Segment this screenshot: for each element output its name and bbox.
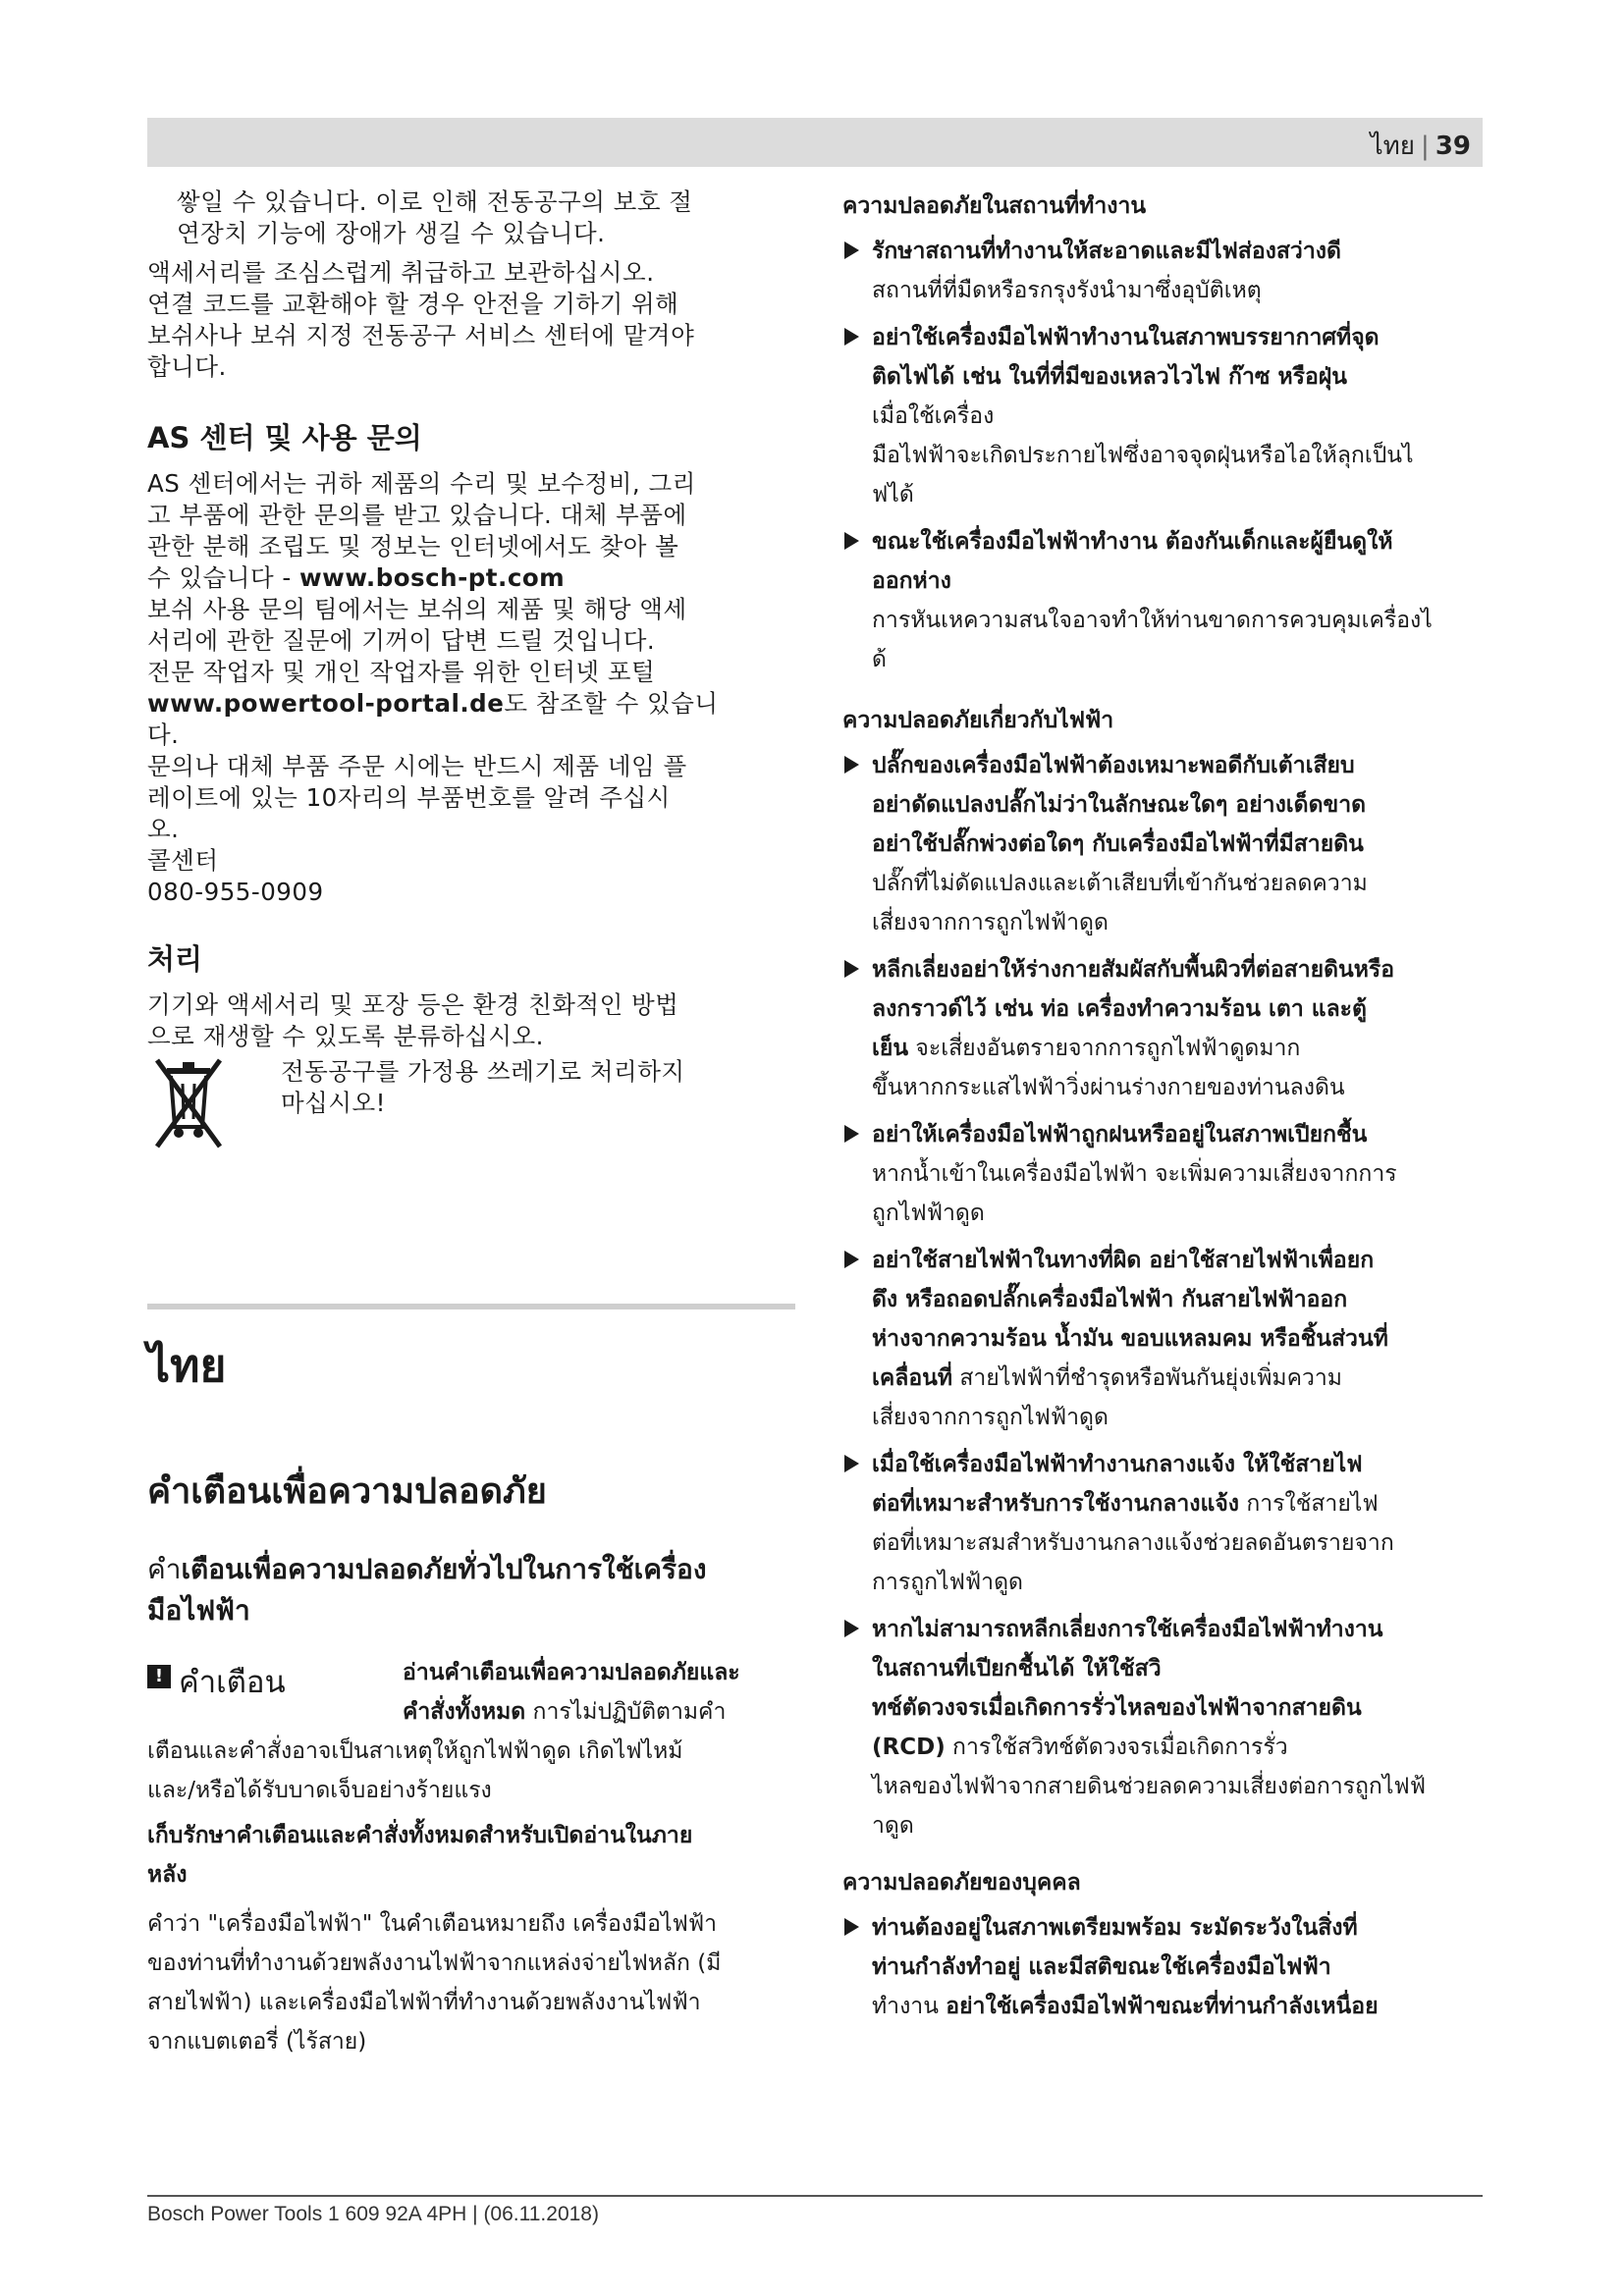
text-span: เก็บรักษา xyxy=(147,1823,237,1848)
thai-text-line: ท่านกำลังทำอยู่ และมีสติขณะใช้เครื่องมือไฟฟ้า xyxy=(872,1954,1331,1980)
thai-text-line: สายไฟฟ้า) และเครื่องมือไฟฟ้าที่ทำงานด้วยพลังงานไฟฟ้า xyxy=(147,1990,701,2015)
header-language: ไทย xyxy=(1370,132,1416,161)
personal-safety-heading: ความปลอดภัยของบุคคล xyxy=(842,1870,1081,1896)
text-span: คำ xyxy=(147,1553,182,1585)
thai-text-line: ท่านต้องอยู่ในสภาพเตรียมพร้อม ระมัดระวังในสิ่งที่ xyxy=(872,1915,1358,1941)
electrical-safety-heading: ความปลอดภัยเกี่ยวกับไฟฟ้า xyxy=(842,708,1114,733)
work-area-safety-heading: ความปลอดภัยในสถานที่ทำงาน xyxy=(842,193,1147,219)
text-span: การใช้สายไฟ xyxy=(1239,1491,1379,1517)
thai-text-line: าดูด xyxy=(872,1813,914,1839)
ko-text-line: 관한 분해 조립도 및 정보는 인터넷에서도 찾아 볼 xyxy=(147,532,679,561)
text-span: 도 참조할 수 있습니 xyxy=(504,689,719,718)
thai-section-title: ไทย xyxy=(147,1339,227,1392)
ko-text-line: 합니다. xyxy=(147,352,227,381)
text-span: ต่อที่เหมาะสำหรับการใช้งานกลางแจ้ง xyxy=(872,1491,1240,1517)
ko-text-line: 전동공구를 가정용 쓰레기로 처리하지 xyxy=(281,1057,685,1086)
thai-left-body xyxy=(147,1549,795,2061)
thai-text-line: ออกห่าง xyxy=(872,568,951,594)
thai-text-line xyxy=(872,1359,1490,1398)
thai-text-line: ขึ้นหากกระแสไฟฟ้าวิ่งผ่านร่างกายของท่านลงดิน xyxy=(872,1075,1345,1100)
crossed-bin-icon xyxy=(153,1056,224,1150)
text-span: อ่านคำเตือนเพื่อความปลอดภัยและ xyxy=(403,1660,740,1685)
thai-text-line: ติดไฟได้ เช่น ในที่ที่มีของเหลวไวไฟ ก๊าซ หรือฝุ่น xyxy=(872,364,1347,390)
thai-text-line: ปลั๊กที่ไม่ดัดแปลงและเต้าเสียบที่เข้ากันช่วยลดความ xyxy=(872,871,1368,896)
thai-text-line: ทช์ตัดวงจรเมื่อเกิดการรั่วไหลของไฟฟ้าจากสายดิน xyxy=(872,1695,1362,1721)
thai-text-line xyxy=(403,1653,740,1692)
text-span: คำสั่งทั้งหมด xyxy=(403,1699,526,1725)
ko-text-line: 레이트에 있는 10자리의 부품번호를 알려 주십시 xyxy=(147,783,671,812)
ko-text-line: 서리에 관한 질문에 기꺼이 답변 드릴 것입니다. xyxy=(147,626,656,655)
thai-text-line: อย่าใช้ปลั๊กพ่วงต่อใดๆ กับเครื่องมือไฟฟ้าที่มีสายดิน xyxy=(872,831,1364,857)
ko-text-line: 오. xyxy=(147,815,180,843)
ko-text-line: 기기와 액세서리 및 포장 등은 환경 친화적인 방법 xyxy=(147,990,679,1019)
thai-text-line xyxy=(147,1816,795,1855)
bullet-arrow-icon xyxy=(844,756,859,774)
bullet-arrow-icon xyxy=(844,328,859,346)
text-span: (RCD) xyxy=(872,1735,946,1760)
thai-text-line: ของท่านที่ทำงานด้วยพลังงานไฟฟ้าจากแหล่งจ่ายไฟหลัก (มี xyxy=(147,1950,722,1976)
thai-text-line: อย่าใช้เครื่องมือไฟฟ้าทำงานในสภาพบรรยากาศที่จุด xyxy=(872,325,1380,350)
header-text: ไทย | 39 xyxy=(1370,132,1471,161)
bullet-item xyxy=(842,1610,1490,1845)
thai-text-line: คำว่า "เครื่องมือไฟฟ้า" ในคำเตือนหมายถึง เครื่องมือไฟฟ้า xyxy=(147,1911,718,1937)
text-span: เคลื่อนที่ xyxy=(872,1365,953,1391)
thai-text-line: และ/หรือได้รับบาดเจ็บอย่างร้ายแรง xyxy=(147,1778,492,1803)
thai-text-line: เมื่อใช้เครื่อง xyxy=(872,403,995,429)
ko-text-line: 마십시오! xyxy=(281,1089,386,1117)
call-center-label: 콜센터 xyxy=(147,846,219,875)
text-span: จะเสี่ยงอันตรายจากการถูกไฟฟ้าดูดมาก xyxy=(908,1036,1301,1061)
page-header xyxy=(147,118,1483,167)
bullet-item xyxy=(842,746,1490,942)
thai-text-line: หลีกเลี่ยงอย่าให้ร่างกายสัมผัสกับพื้นผิวที่ต่อสายดินหรือ xyxy=(872,957,1395,983)
ko-text-line xyxy=(147,562,795,594)
right-column xyxy=(842,187,1490,2026)
ko-text-line xyxy=(147,688,795,720)
bullet-arrow-icon xyxy=(844,241,859,259)
page-number: 39 xyxy=(1435,132,1471,161)
disposal-heading: 처리 xyxy=(147,942,203,976)
thai-text-line: มือไฟฟ้าจะเกิดประกายไฟซึ่งอาจจุดฝุ่นหรือไอให้ลุกเป็นไ xyxy=(872,443,1414,468)
thai-text-line xyxy=(872,1728,1490,1767)
thai-text-line: ในสถานที่เปียกชื้นได้ ให้ใช้สวิ xyxy=(872,1656,1162,1682)
text-span: ทำงาน xyxy=(872,1994,947,2019)
ko-text-line: 연결 코드를 교환해야 할 경우 안전을 기하기 위해 xyxy=(147,290,679,318)
footer-rule xyxy=(147,2195,1483,2197)
thai-text-line: หากน้ำเข้าในเครื่องมือไฟฟ้า จะเพิ่มความเสี่ยงจากการ xyxy=(872,1161,1397,1187)
text-span: เย็น xyxy=(872,1036,909,1061)
thai-text-line: หลัง xyxy=(147,1862,188,1888)
thai-text-line: อย่าให้เครื่องมือไฟฟ้าถูกฝนหรืออยู่ในสภาพเปียกชื้น xyxy=(872,1122,1368,1148)
bullet-arrow-icon xyxy=(844,1125,859,1143)
bullet-item xyxy=(842,1115,1490,1233)
thai-text-line xyxy=(872,1484,1490,1523)
thai-text-line: อย่าใช้สายไฟฟ้าในทางที่ผิด อย่าใช้สายไฟฟ้าเพื่อยก xyxy=(872,1248,1375,1273)
thai-text-line: ลงกราวด์ไว้ เช่น ท่อ เครื่องทำความร้อน เตา และตู้ xyxy=(872,996,1367,1022)
ko-text-line: 보쉬 사용 문의 팀에서는 보쉬의 제품 및 해당 액세 xyxy=(147,595,687,623)
text-span: คำเตือนและคำสั่งทั้งหมดสำหรับเปิดอ่านในภาย xyxy=(236,1823,693,1848)
thai-text-line: สถานที่ที่มืดหรือรกรุงรังนำมาซึ่งอุบัติเหตุ xyxy=(872,278,1262,303)
text-span: เตือนเพื่อความปลอดภัยทั่วไปในการใช้เครื่อง xyxy=(181,1553,707,1585)
ko-text-line: 연장치 기능에 장애가 생길 수 있습니다. xyxy=(177,219,606,247)
ko-text-line: 보쉬사나 보쉬 지정 전동공구 서비스 센터에 맡겨야 xyxy=(147,321,695,349)
ko-text-line: 액세서리를 조심스럽게 취급하고 보관하십시오. xyxy=(147,258,655,287)
thai-text-line: รักษาสถานที่ทำงานให้สะอาดและมีไฟส่องสว่างดี xyxy=(872,239,1341,264)
footer-text: Bosch Power Tools 1 609 92A 4PH | (06.11.2018) xyxy=(147,2203,599,2225)
thai-text-line: ห่างจากความร้อน น้ำมัน ขอบแหลมคม หรือชิ้นส่วนที่ xyxy=(872,1326,1388,1352)
bullet-arrow-icon xyxy=(844,960,859,978)
bullet-item xyxy=(842,950,1490,1107)
ko-text-line: 고 부품에 관한 문의를 받고 있습니다. 대체 부품에 xyxy=(147,501,687,529)
thai-text-line: การถูกไฟฟ้าดูด xyxy=(872,1570,1023,1595)
bullet-arrow-icon xyxy=(844,532,859,550)
warning-triangle-icon: ! xyxy=(147,1665,171,1688)
general-warnings-heading xyxy=(147,1549,795,1590)
bullet-item xyxy=(842,1908,1490,2026)
as-center-heading: AS 센터 및 사용 문의 xyxy=(147,421,422,454)
thai-text-line: ดึง หรือถอดปลั๊กเครื่องมือไฟฟ้า กันสายไฟฟ้าออก xyxy=(872,1287,1348,1312)
bullet-item xyxy=(842,232,1490,310)
thai-text-line: การหันเหความสนใจอาจทำให้ท่านขาดการควบคุมเครื่องไ xyxy=(872,608,1433,633)
ko-text-line: 전문 작업자 및 개인 작업자를 위한 인터넷 포털 xyxy=(147,658,656,686)
ko-text-line: 문의나 대체 부품 주문 시에는 반드시 제품 네임 플 xyxy=(147,752,687,780)
text-span: คำ xyxy=(147,1471,191,1512)
bullet-arrow-icon xyxy=(844,1455,859,1472)
thai-text-line xyxy=(872,1987,1490,2026)
text-span: อย่าใช้เครื่องมือไฟฟ้าขณะที่ท่านกำลังเหนื่อย xyxy=(946,1994,1379,2019)
thai-text-line: ฟได้ xyxy=(872,482,914,507)
bullet-arrow-icon xyxy=(844,1620,859,1637)
thai-text-line: ถูกไฟฟ้าดูด xyxy=(872,1201,985,1226)
thai-text-line: เตือนและคำสั่งอาจเป็นสาเหตุให้ถูกไฟฟ้าดูด เกิดไฟไหม้ xyxy=(147,1738,683,1764)
section-divider xyxy=(147,1304,795,1309)
ko-text-line: 다. xyxy=(147,721,180,749)
bullet-item xyxy=(842,318,1490,514)
text-span: สายไฟฟ้าที่ชำรุดหรือพันกันยุ่งเพิ่มความ xyxy=(952,1365,1342,1391)
thai-text-line: เมื่อใช้เครื่องมือไฟฟ้าทำงานกลางแจ้ง ให้ใช้สายไฟ xyxy=(872,1452,1363,1477)
bullet-item xyxy=(842,1445,1490,1602)
disposal-notice xyxy=(147,1056,795,1150)
warning-block xyxy=(147,1653,795,1732)
thai-text-line: เสี่ยงจากการถูกไฟฟ้าดูด xyxy=(872,1405,1109,1430)
thai-text-line: จากแบตเตอรี่ (ไร้สาย) xyxy=(147,2029,367,2055)
bullet-arrow-icon xyxy=(844,1918,859,1936)
thai-text-line: ขณะใช้เครื่องมือไฟฟ้าทำงาน ต้องกันเด็กและผู้ยืนดูให้ xyxy=(872,529,1393,555)
bosch-pt-link[interactable]: www.bosch-pt.com xyxy=(299,563,566,592)
ko-text-line: 으로 재생할 수 있도록 분류하십시오. xyxy=(147,1022,544,1050)
thai-text-line: อย่าดัดแปลงปลั๊กไม่ว่าในลักษณะใดๆ อย่างเด็ดขาด xyxy=(872,792,1367,818)
safety-warnings-heading xyxy=(147,1463,795,1519)
thai-text-line xyxy=(403,1692,740,1732)
warning-label-text: คำเตือน xyxy=(179,1665,286,1700)
left-column xyxy=(147,187,795,1150)
thai-text-line: หากไม่สามารถหลีกเลี่ยงการใช้เครื่องมือไฟฟ้าทำงาน xyxy=(872,1617,1383,1642)
ko-text-line: AS 센터에서는 귀하 제품의 수리 및 보수정비, 그리 xyxy=(147,469,696,498)
thai-text-line: เสี่ยงจากการถูกไฟฟ้าดูด xyxy=(872,910,1109,935)
text-span: การไม่ปฏิบัติตามคำ xyxy=(525,1699,727,1725)
disposal-icon-text xyxy=(281,1056,685,1119)
bullet-item xyxy=(842,522,1490,679)
text-span: เตือนเพื่อความปลอดภัย xyxy=(190,1471,547,1512)
thai-text-line: ด้ xyxy=(872,647,887,672)
text-span: 수 있습니다 - xyxy=(147,563,300,592)
bullet-arrow-icon xyxy=(844,1251,859,1268)
ko-text-line: 쌓일 수 있습니다. 이로 인해 전동공구의 보호 절 xyxy=(177,187,693,216)
warning-text xyxy=(403,1653,740,1732)
general-warnings-heading-line2: มือไฟฟ้า xyxy=(147,1594,250,1627)
thai-text-line: ต่อที่เหมาะสมสำหรับงานกลางแจ้งช่วยลดอันตรายจาก xyxy=(872,1530,1394,1556)
thai-text-line: ไหลของไฟฟ้าจากสายดินช่วยลดความเสี่ยงต่อการถูกไฟฟ้ xyxy=(872,1774,1426,1799)
call-center-number: 080-955-0909 xyxy=(147,878,324,906)
bullet-item xyxy=(842,1241,1490,1437)
thai-text-line xyxy=(872,1029,1490,1068)
thai-text-line: ปลั๊กของเครื่องมือไฟฟ้าต้องเหมาะพอดีกับเต้าเสียบ xyxy=(872,753,1355,778)
warning-label xyxy=(147,1653,403,1732)
powertool-portal-link[interactable]: www.powertool-portal.de xyxy=(147,689,505,718)
text-span: การใช้สวิทช์ตัดวงจรเมื่อเกิดการรั่ว xyxy=(945,1735,1288,1760)
